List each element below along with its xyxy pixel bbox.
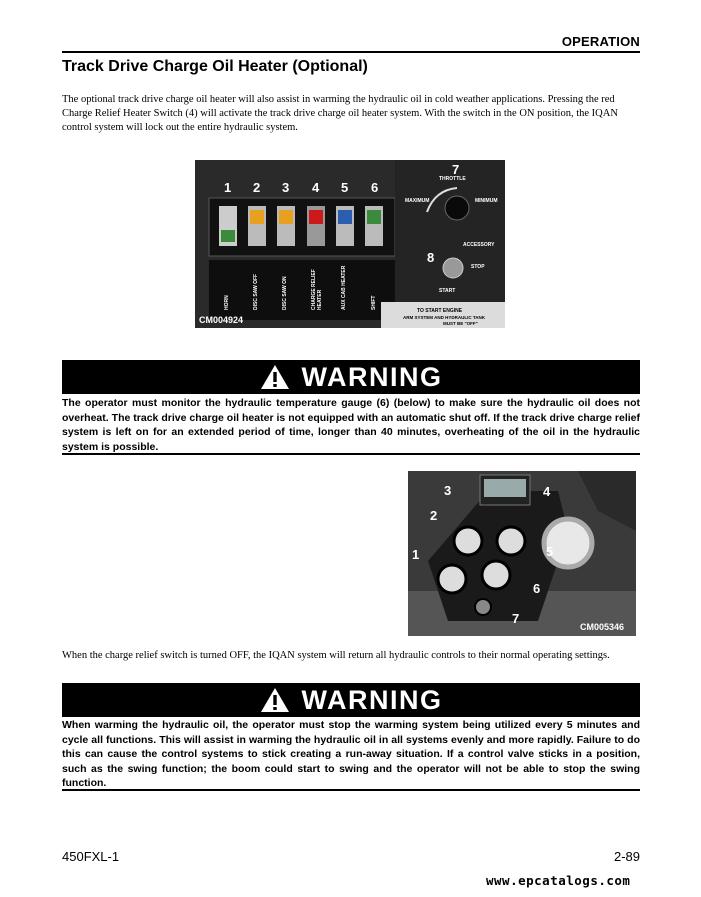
warning-triangle-icon xyxy=(260,364,290,390)
gauge-callout-1: 1 xyxy=(412,547,420,562)
switch-label-disc-saw-on: DISC SAW ON xyxy=(282,276,288,310)
switch-number-4: 4 xyxy=(312,180,320,195)
gauge-callout-4: 4 xyxy=(543,484,551,499)
throttle-label: THROTTLE xyxy=(439,176,466,182)
intro-paragraph: The optional track drive charge oil heater will also assist in warming the hydraulic oil in cold weather applications. Pressing the red Charge Relief Heater Switch (4) will activate the track drive charge oil heater system. With the switch in the ON position, the IQAN control system will lock out the entire hydraulic system. xyxy=(62,94,618,133)
throttle-number: 7 xyxy=(452,162,460,177)
switch-number-3: 3 xyxy=(282,180,290,195)
start-label: START xyxy=(439,288,456,294)
gauge-cluster-photo xyxy=(408,471,636,636)
warning-label-2: WARNING xyxy=(301,684,443,715)
switch-panel-illustration xyxy=(195,160,505,328)
minimum-label: MINIMUM xyxy=(475,198,498,204)
footer-page-number: 2-89 xyxy=(613,849,640,864)
warning-banner-1 xyxy=(62,360,640,394)
start-note-line1: TO START ENGINE xyxy=(417,308,463,314)
switch-number-6: 6 xyxy=(371,180,379,195)
gauge-callout-7: 7 xyxy=(512,611,520,626)
page-title: Track Drive Charge Oil Heater (Optional) xyxy=(62,58,368,75)
maximum-label: MAXIMUM xyxy=(405,198,430,204)
stop-label: STOP xyxy=(471,264,485,270)
charge-relief-off-paragraph: When the charge relief switch is turned OFF, the IQAN system will return all hydraulic controls to their normal operating settings. xyxy=(62,650,610,661)
footer-model: 450FXL-1 xyxy=(62,849,120,864)
section-header: OPERATION xyxy=(561,34,640,49)
key-switch-number: 8 xyxy=(427,250,435,265)
gauge-callout-5: 5 xyxy=(546,544,554,559)
switch-number-2: 2 xyxy=(253,180,261,195)
warning-text-2: When warming the hydraulic oil, the operator must stop the warming system being utilized every 5 minutes and cycle all functions. This will assist in warming the hydraulic oil in all systems evenly and more rapidly. Failure to do this can cause the control systems to stick creating a run-away situation. If a control valve sticks in a position, such as the swing function; the boom could start to swing and the operator will not be able to stop the swing function. xyxy=(62,719,640,789)
gauge-callout-3: 3 xyxy=(444,483,452,498)
switch-label-shift: SHIFT xyxy=(371,295,377,310)
warning-banner-2 xyxy=(62,683,640,717)
gauge-callout-6: 6 xyxy=(533,581,541,596)
switch-label-horn: HORN xyxy=(224,295,230,310)
gauge-cluster-illustration xyxy=(408,471,636,636)
start-note-line3: MUST BE "OFF" xyxy=(443,321,478,326)
header-rule xyxy=(62,51,640,53)
start-note-line2: ARM SYSTEM AND HYDRAULIC TANK xyxy=(403,315,485,320)
switch-panel-photo xyxy=(195,160,505,328)
watermark-url[interactable]: www.epcatalogs.com xyxy=(486,873,631,888)
switch-label-disc-saw-off: DISC SAW OFF xyxy=(253,273,259,310)
figure1-code: CM004924 xyxy=(199,315,244,325)
warning-text-1: The operator must monitor the hydraulic temperature gauge (6) (below) to make sure the hydraulic oil does not overheat. The track drive charge oil heater is not equipped with an automatic shut off. If the track drive charge relief system is left on for an extended period of time, longer than 40 minutes, overheating of the oil in the hydraulic system is possible. xyxy=(62,397,640,453)
switch-label-aux-cab-heater: AUX CAB HEATER xyxy=(341,265,347,310)
figure2-code: CM005346 xyxy=(580,622,625,632)
gauge-callout-2: 2 xyxy=(430,508,438,523)
warning-label-1: WARNING xyxy=(301,361,443,392)
warning-rule-2 xyxy=(62,789,640,791)
warning-triangle-icon xyxy=(260,687,290,713)
switch-label-charge-relief-heater: CHARGE RELIEF HEATER xyxy=(311,269,323,310)
switch-number-1: 1 xyxy=(224,180,232,195)
switch-number-5: 5 xyxy=(341,180,349,195)
accessory-label: ACCESSORY xyxy=(463,242,495,248)
warning-rule-1 xyxy=(62,453,640,455)
